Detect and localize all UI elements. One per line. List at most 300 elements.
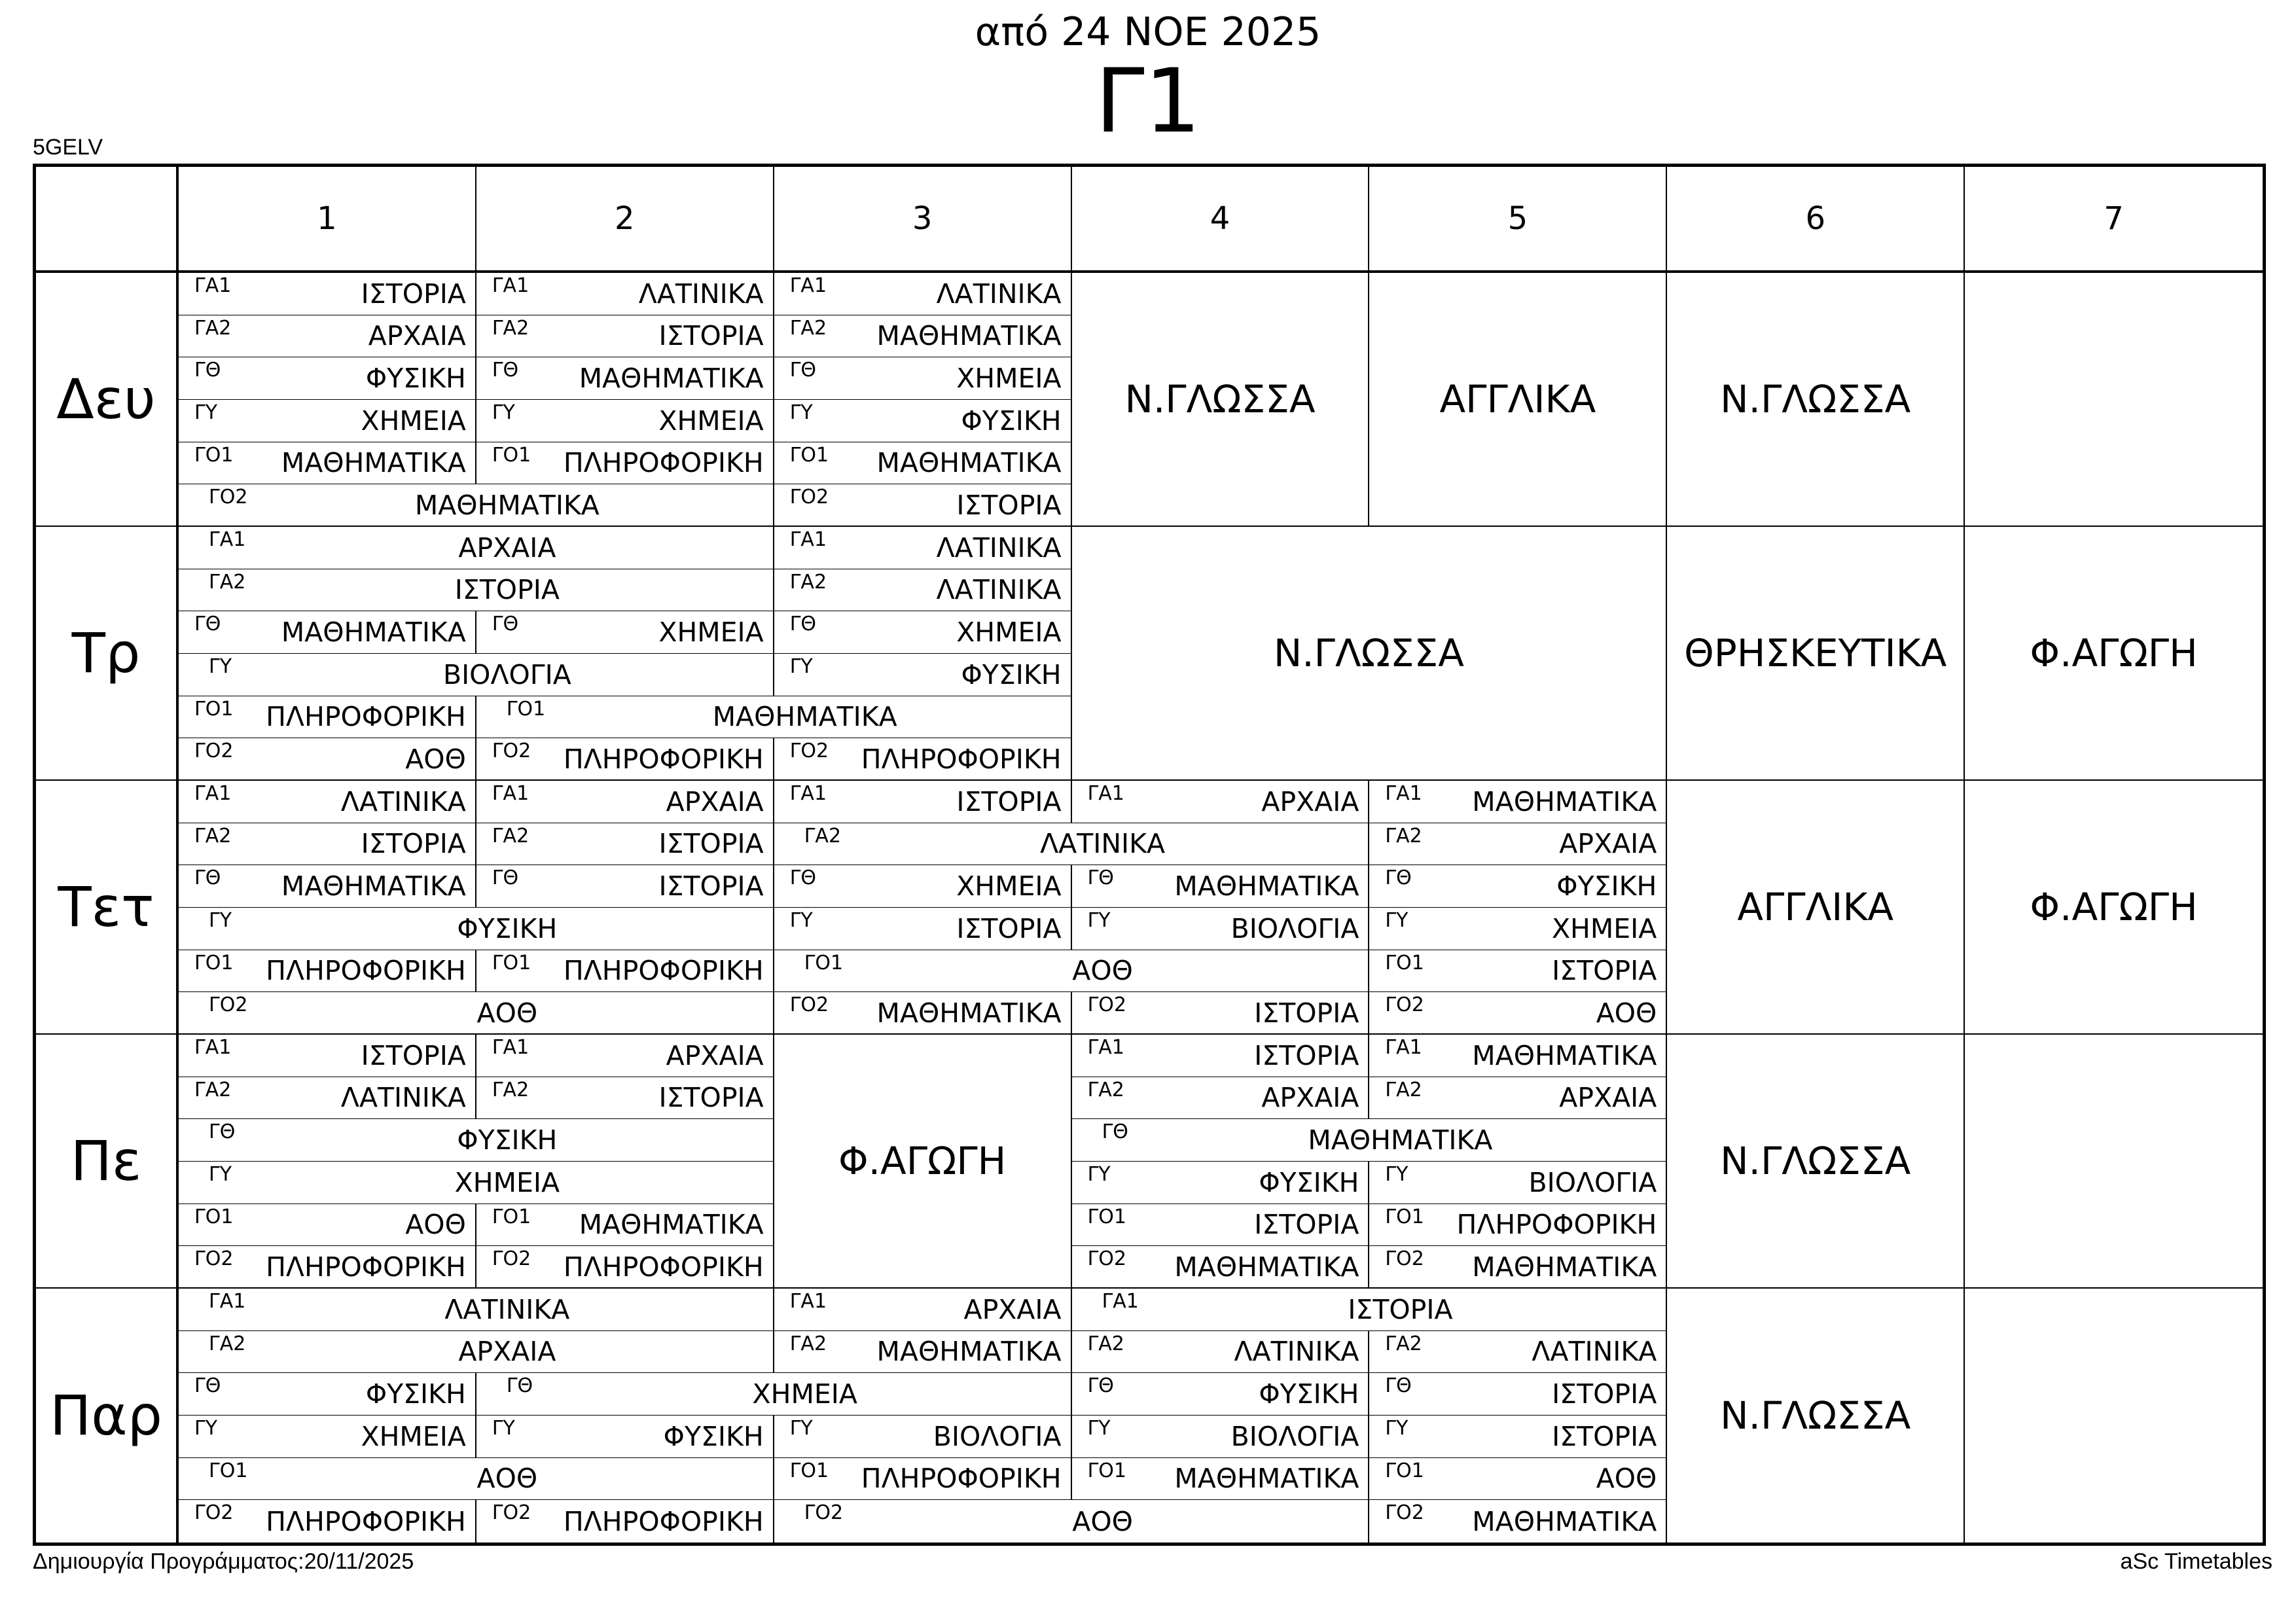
subject-label: ΑΟΘ (1072, 955, 1133, 987)
lesson-cell (476, 865, 774, 908)
group-label: ΓΥ (209, 908, 232, 932)
lesson-cell (774, 527, 1072, 569)
lesson-cell (179, 1500, 476, 1543)
group-label: ΓΟ2 (1385, 1501, 1424, 1525)
group-label: ΓΟ1 (194, 697, 234, 721)
day-label: Παρ (36, 1289, 179, 1543)
subject-label: ΛΑΤΙΝΙΚΑ (936, 277, 1062, 310)
lesson-cell (179, 1458, 774, 1501)
lesson-cell (1369, 1458, 1667, 1501)
lesson-cell (774, 357, 1072, 400)
group-label: ΓΑ1 (194, 274, 232, 297)
group-label: ΓΥ (1087, 1416, 1111, 1440)
group-label: ΓΥ (1087, 908, 1111, 932)
lesson-cell (1072, 1204, 1370, 1247)
subject-label: ΑΡΧΑΙΑ (1261, 785, 1359, 817)
subject-label: ΑΟΘ (1596, 997, 1657, 1029)
subject-label: ΛΑΤΙΝΙΚΑ (638, 277, 764, 310)
group-label: ΓΑ2 (804, 824, 842, 847)
timetable-grid (33, 164, 2266, 1546)
subject-label: ΛΑΤΙΝΙΚΑ (1532, 1336, 1657, 1368)
subject-label: ΧΗΜΕΙΑ (956, 616, 1062, 649)
lesson-cell (774, 823, 1370, 866)
subject-label: ΙΣΤΟΡΙΑ (1552, 1420, 1657, 1452)
lesson-cell (476, 1500, 774, 1543)
creation-date: Δημιουργία Προγράμματος:20/11/2025 (33, 1549, 414, 1574)
lesson-cell (774, 400, 1072, 442)
empty-slot (1965, 1289, 2263, 1543)
group-label: ΓΑ2 (209, 1332, 246, 1355)
group-label: ΓΘ (209, 1120, 236, 1144)
subject-label: ΦΥΣΙΚΗ (365, 363, 466, 395)
subject-label: ΦΥΣΙΚΗ (457, 1124, 558, 1156)
subject-label: ΒΙΟΛΟΓΙΑ (933, 1420, 1062, 1452)
group-label: ΓΥ (789, 908, 813, 932)
lesson-cell (774, 992, 1072, 1035)
lesson-cell (179, 484, 774, 527)
subject-label: ΠΛΗΡΟΦΟΡΙΚΗ (563, 1251, 764, 1283)
lesson-cell (476, 357, 774, 400)
subject-label: ΙΣΤΟΡΙΑ (658, 828, 764, 860)
lesson-cell (1369, 950, 1667, 993)
whole-class-lesson: Ν.ΓΛΩΣΣΑ (1667, 273, 1965, 527)
group-label: ΓΘ (194, 359, 221, 382)
whole-class-lesson: Ν.ΓΛΩΣΣΑ (1667, 1035, 1965, 1289)
lesson-cell (179, 1204, 476, 1247)
subject-label: ΜΑΘΗΜΑΤΙΚΑ (414, 489, 600, 521)
subject-label: ΜΑΘΗΜΑΤΙΚΑ (1472, 1039, 1657, 1071)
lesson-cell (476, 823, 774, 866)
subject-label: ΛΑΤΙΝΙΚΑ (936, 574, 1062, 606)
group-label: ΓΟ2 (492, 740, 531, 763)
subject-label: ΧΗΜΕΙΑ (956, 870, 1062, 902)
group-label: ΓΘ (194, 1374, 221, 1398)
subject-label: ΑΟΘ (476, 1463, 538, 1495)
group-label: ΓΥ (789, 654, 813, 678)
lesson-cell (774, 1331, 1072, 1374)
group-label: ΓΟ2 (209, 993, 248, 1017)
lesson-cell (1072, 992, 1370, 1035)
whole-class-lesson: Φ.ΑΓΩΓΗ (1965, 781, 2263, 1035)
subject-label: ΜΑΘΗΜΑΤΙΚΑ (579, 1209, 764, 1241)
subject-label: ΒΙΟΛΟΓΙΑ (1230, 1420, 1359, 1452)
lesson-cell (1369, 1204, 1667, 1247)
period-header: 2 (476, 167, 774, 273)
group-label: ΓΑ1 (789, 527, 827, 551)
subject-label: ΠΛΗΡΟΦΟΡΙΚΗ (563, 447, 764, 479)
group-label: ΓΑ1 (789, 274, 827, 297)
subject-label: ΜΑΘΗΜΑΤΙΚΑ (281, 447, 466, 479)
lesson-cell (1072, 1119, 1668, 1162)
subject-label: ΜΑΘΗΜΑΤΙΚΑ (1174, 1463, 1359, 1495)
period-header: 6 (1667, 167, 1965, 273)
lesson-cell (774, 442, 1072, 485)
subject-label: ΙΣΤΟΡΙΑ (1254, 1039, 1359, 1071)
group-label: ΓΥ (1087, 1162, 1111, 1186)
lesson-cell (476, 400, 774, 442)
subject-label: ΧΗΜΕΙΑ (1551, 912, 1657, 944)
subject-label: ΑΡΧΑΙΑ (1261, 1082, 1359, 1114)
lesson-cell (179, 1035, 476, 1077)
group-label: ΓΑ1 (1102, 1289, 1139, 1313)
subject-label: ΧΗΜΕΙΑ (658, 616, 764, 649)
lesson-cell (1369, 781, 1667, 823)
whole-class-lesson: ΑΓΓΛΙΚΑ (1667, 781, 1965, 1035)
lesson-cell (179, 569, 774, 612)
lesson-cell (1072, 1077, 1370, 1120)
group-label: ΓΟ2 (492, 1247, 531, 1271)
group-label: ΓΑ2 (789, 316, 827, 340)
whole-class-lesson: Ν.ΓΛΩΣΣΑ (1667, 1289, 1965, 1543)
subject-label: ΜΑΘΗΜΑΤΙΚΑ (876, 320, 1062, 352)
subject-label: ΙΣΤΟΡΙΑ (454, 574, 560, 606)
group-label: ΓΥ (789, 1416, 813, 1440)
lesson-cell (1369, 1077, 1667, 1120)
lesson-cell (774, 315, 1072, 358)
lesson-cell (179, 992, 774, 1035)
subject-label: ΠΛΗΡΟΦΟΡΙΚΗ (861, 743, 1062, 775)
subject-label: ΛΑΤΙΝΙΚΑ (936, 531, 1062, 563)
group-label: ΓΥ (492, 401, 515, 424)
subject-label: ΠΛΗΡΟΦΟΡΙΚΗ (1456, 1209, 1657, 1241)
group-label: ΓΟ2 (1385, 1247, 1424, 1271)
subject-label: ΠΛΗΡΟΦΟΡΙΚΗ (563, 1505, 764, 1537)
subject-label: ΧΗΜΕΙΑ (361, 1420, 466, 1452)
group-label: ΓΑ1 (492, 781, 529, 805)
subject-label: ΜΑΘΗΜΑΤΙΚΑ (281, 616, 466, 649)
lesson-cell (1369, 1035, 1667, 1077)
group-label: ΓΘ (1385, 866, 1412, 890)
group-label: ΓΑ2 (1385, 1078, 1422, 1101)
lesson-cell (179, 865, 476, 908)
lesson-cell (774, 1289, 1072, 1331)
group-label: ΓΘ (1102, 1120, 1128, 1144)
subject-label: ΙΣΤΟΡΙΑ (361, 1039, 466, 1071)
group-label: ΓΑ1 (1087, 1035, 1124, 1059)
lesson-cell (774, 611, 1072, 654)
lesson-cell (179, 654, 774, 696)
lesson-cell (476, 1416, 774, 1458)
group-label: ΓΑ2 (789, 570, 827, 594)
day-label: Πε (36, 1035, 179, 1289)
subject-label: ΦΥΣΙΚΗ (1259, 1378, 1359, 1410)
subject-label: ΑΡΧΑΙΑ (1559, 1082, 1657, 1114)
day-label: Τρ (36, 527, 179, 781)
subject-label: ΙΣΤΟΡΙΑ (658, 870, 764, 902)
subject-label: ΦΥΣΙΚΗ (365, 1378, 466, 1410)
group-label: ΓΑ1 (194, 1035, 232, 1059)
subject-label: ΦΥΣΙΚΗ (457, 912, 558, 944)
group-label: ΓΟ2 (789, 993, 829, 1017)
group-label: ΓΟ2 (804, 1501, 844, 1525)
empty-slot (1965, 273, 2263, 527)
whole-class-lesson: Φ.ΑΓΩΓΗ (1965, 527, 2263, 781)
group-label: ΓΑ2 (194, 1078, 232, 1101)
lesson-cell (179, 527, 774, 569)
group-label: ΓΟ1 (194, 951, 234, 974)
group-label: ΓΥ (1385, 1416, 1408, 1440)
group-label: ΓΥ (209, 654, 232, 678)
lesson-cell (1072, 865, 1370, 908)
lesson-cell (179, 442, 476, 485)
group-label: ΓΟ1 (492, 1205, 531, 1228)
group-label: ΓΘ (789, 866, 817, 890)
subject-label: ΜΑΘΗΜΑΤΙΚΑ (1308, 1124, 1493, 1156)
subject-label: ΜΑΘΗΜΑΤΙΚΑ (876, 1336, 1062, 1368)
lesson-cell (179, 611, 476, 654)
lesson-cell (179, 357, 476, 400)
lesson-cell (774, 865, 1072, 908)
school-code: 5GELV (33, 135, 103, 160)
subject-label: ΜΑΘΗΜΑΤΙΚΑ (1472, 785, 1657, 817)
corner-cell (36, 167, 179, 273)
lesson-cell (476, 1035, 774, 1077)
subject-label: ΛΑΤΙΝΙΚΑ (1234, 1336, 1359, 1368)
lesson-cell (179, 950, 476, 993)
subject-label: ΙΣΤΟΡΙΑ (658, 1082, 764, 1114)
whole-class-lesson: Ν.ΓΛΩΣΣΑ (1072, 527, 1668, 781)
group-label: ΓΟ1 (789, 1459, 829, 1482)
group-label: ΓΑ1 (209, 1289, 246, 1313)
subject-label: ΜΑΘΗΜΑΤΙΚΑ (1472, 1251, 1657, 1283)
group-label: ΓΑ1 (1385, 1035, 1422, 1059)
lesson-cell (1369, 865, 1667, 908)
subject-label: ΠΛΗΡΟΦΟΡΙΚΗ (563, 743, 764, 775)
subject-label: ΛΑΤΙΝΙΚΑ (340, 785, 466, 817)
subject-label: ΧΗΜΕΙΑ (454, 1166, 560, 1198)
subject-label: ΧΗΜΕΙΑ (658, 404, 764, 437)
group-label: ΓΑ2 (1087, 1078, 1124, 1101)
subject-label: ΠΛΗΡΟΦΟΡΙΚΗ (266, 701, 466, 733)
day-label: Τετ (36, 781, 179, 1035)
group-label: ΓΟ1 (1087, 1459, 1126, 1482)
subject-label: ΑΡΧΑΙΑ (458, 1336, 556, 1368)
group-label: ΓΟ1 (1385, 1459, 1424, 1482)
period-header: 3 (774, 167, 1072, 273)
subject-label: ΙΣΤΟΡΙΑ (658, 320, 764, 352)
subject-label: ΧΗΜΕΙΑ (956, 363, 1062, 395)
lesson-cell (179, 1289, 774, 1331)
group-label: ΓΥ (1385, 1162, 1408, 1186)
subject-label: ΦΥΣΙΚΗ (663, 1420, 764, 1452)
group-label: ΓΑ2 (1385, 824, 1422, 847)
lesson-cell (1369, 1416, 1667, 1458)
subject-label: ΑΡΧΑΙΑ (666, 785, 764, 817)
subject-label: ΙΣΤΟΡΙΑ (361, 277, 466, 310)
group-label: ΓΟ1 (506, 697, 546, 721)
subject-label: ΜΑΘΗΜΑΤΙΚΑ (876, 997, 1062, 1029)
group-label: ΓΥ (1385, 908, 1408, 932)
lesson-cell (774, 569, 1072, 612)
subject-label: ΙΣΤΟΡΙΑ (956, 912, 1062, 944)
lesson-cell (179, 273, 476, 315)
lesson-cell (1072, 1373, 1370, 1416)
subject-label: ΙΣΤΟΡΙΑ (1552, 1378, 1657, 1410)
group-label: ΓΑ1 (1385, 781, 1422, 805)
group-label: ΓΘ (789, 359, 817, 382)
period-header: 1 (179, 167, 476, 273)
lesson-cell (1369, 992, 1667, 1035)
lesson-cell (774, 1416, 1072, 1458)
group-label: ΓΟ2 (194, 740, 234, 763)
lesson-cell (774, 781, 1072, 823)
group-label: ΓΥ (789, 401, 813, 424)
lesson-cell (179, 1416, 476, 1458)
subject-label: ΜΑΘΗΜΑΤΙΚΑ (712, 701, 897, 733)
group-label: ΓΥ (209, 1162, 232, 1186)
subject-label: ΙΣΤΟΡΙΑ (1348, 1293, 1453, 1325)
group-label: ΓΑ1 (492, 1035, 529, 1059)
group-label: ΓΟ1 (1087, 1205, 1126, 1228)
group-label: ΓΟ1 (492, 443, 531, 467)
lesson-cell (1369, 823, 1667, 866)
subject-label: ΙΣΤΟΡΙΑ (361, 828, 466, 860)
subject-label: ΒΙΟΛΟΓΙΑ (1528, 1166, 1657, 1198)
subject-label: ΛΑΤΙΝΙΚΑ (340, 1082, 466, 1114)
group-label: ΓΥ (492, 1416, 515, 1440)
subject-label: ΑΡΧΑΙΑ (666, 1039, 764, 1071)
subject-label: ΙΣΤΟΡΙΑ (956, 489, 1062, 521)
group-label: ΓΥ (194, 401, 218, 424)
lesson-cell (774, 484, 1072, 527)
subject-label: ΦΥΣΙΚΗ (1556, 870, 1657, 902)
subject-label: ΧΗΜΕΙΑ (361, 404, 466, 437)
group-label: ΓΟ1 (804, 951, 844, 974)
lesson-cell (476, 1204, 774, 1247)
lesson-cell (476, 950, 774, 993)
subject-label: ΛΑΤΙΝΙΚΑ (1040, 828, 1166, 860)
lesson-cell (1369, 1373, 1667, 1416)
empty-slot (1965, 1035, 2263, 1289)
lesson-cell (774, 273, 1072, 315)
group-label: ΓΟ1 (789, 443, 829, 467)
subject-label: ΧΗΜΕΙΑ (752, 1378, 857, 1410)
subject-label: ΠΛΗΡΟΦΟΡΙΚΗ (266, 955, 466, 987)
lesson-cell (179, 1162, 774, 1204)
lesson-cell (179, 781, 476, 823)
class-title: Γ1 (1095, 50, 1201, 152)
lesson-cell (1072, 1331, 1370, 1374)
lesson-cell (1072, 908, 1370, 950)
lesson-cell (179, 1119, 774, 1162)
subject-label: ΑΡΧΑΙΑ (963, 1293, 1062, 1325)
group-label: ΓΟ2 (1087, 1247, 1126, 1271)
group-label: ΓΑ2 (209, 570, 246, 594)
group-label: ΓΘ (194, 866, 221, 890)
lesson-cell (476, 781, 774, 823)
subject-label: ΒΙΟΛΟΓΙΑ (1230, 912, 1359, 944)
lesson-cell (1369, 1246, 1667, 1289)
lesson-cell (476, 1246, 774, 1289)
group-label: ΓΑ1 (789, 781, 827, 805)
group-label: ΓΟ2 (1385, 993, 1424, 1017)
lesson-cell (476, 315, 774, 358)
whole-class-lesson: ΘΡΗΣΚΕΥΤΙΚΑ (1667, 527, 1965, 781)
lesson-cell (1072, 1289, 1668, 1331)
subject-label: ΑΡΧΑΙΑ (368, 320, 466, 352)
group-label: ΓΑ2 (1087, 1332, 1124, 1355)
lesson-cell (1072, 1035, 1370, 1077)
lesson-cell (1072, 1416, 1370, 1458)
group-label: ΓΟ2 (1087, 993, 1126, 1017)
subject-label: ΑΟΘ (476, 997, 538, 1029)
lesson-cell (1072, 1458, 1370, 1501)
lesson-cell (774, 738, 1072, 781)
period-header: 7 (1965, 167, 2263, 273)
subject-label: ΒΙΟΛΟΓΙΑ (442, 658, 571, 690)
group-label: ΓΟ2 (789, 486, 829, 509)
subject-label: ΑΡΧΑΙΑ (1559, 828, 1657, 860)
lesson-cell (179, 908, 774, 950)
subject-label: ΙΣΤΟΡΙΑ (956, 785, 1062, 817)
lesson-cell (179, 1373, 476, 1416)
whole-class-lesson: Φ.ΑΓΩΓΗ (774, 1035, 1072, 1289)
subject-label: ΑΟΘ (1596, 1463, 1657, 1495)
subject-label: ΑΟΘ (1072, 1505, 1133, 1537)
group-label: ΓΑ2 (789, 1332, 827, 1355)
subject-label: ΑΟΘ (405, 1209, 466, 1241)
lesson-cell (1072, 1162, 1370, 1204)
group-label: ΓΑ2 (492, 316, 529, 340)
lesson-cell (179, 1246, 476, 1289)
subject-label: ΜΑΘΗΜΑΤΙΚΑ (1472, 1505, 1657, 1537)
lesson-cell (179, 823, 476, 866)
group-label: ΓΘ (789, 613, 817, 636)
group-label: ΓΟ1 (209, 1459, 248, 1482)
subject-label: ΑΟΘ (405, 743, 466, 775)
subject-label: ΠΛΗΡΟΦΟΡΙΚΗ (266, 1505, 466, 1537)
period-header: 5 (1369, 167, 1667, 273)
lesson-cell (179, 1077, 476, 1120)
group-label: ΓΥ (194, 1416, 218, 1440)
group-label: ΓΑ2 (194, 824, 232, 847)
subject-label: ΠΛΗΡΟΦΟΡΙΚΗ (563, 955, 764, 987)
lesson-cell (774, 1458, 1072, 1501)
group-label: ΓΟ1 (194, 1205, 234, 1228)
group-label: ΓΑ2 (194, 316, 232, 340)
lesson-cell (774, 1500, 1370, 1543)
subject-label: ΜΑΘΗΜΑΤΙΚΑ (281, 870, 466, 902)
group-label: ΓΟ1 (492, 951, 531, 974)
software-credit: aSc Timetables (2120, 1549, 2272, 1574)
group-label: ΓΟ1 (194, 443, 234, 467)
group-label: ΓΑ2 (492, 1078, 529, 1101)
group-label: ΓΘ (1385, 1374, 1412, 1398)
group-label: ΓΘ (1087, 1374, 1114, 1398)
group-label: ΓΘ (506, 1374, 533, 1398)
lesson-cell (179, 315, 476, 358)
lesson-cell (1072, 781, 1370, 823)
subject-label: ΛΑΤΙΝΙΚΑ (444, 1293, 570, 1325)
group-label: ΓΑ2 (1385, 1332, 1422, 1355)
group-label: ΓΑ1 (209, 527, 246, 551)
subject-label: ΙΣΤΟΡΙΑ (1254, 1209, 1359, 1241)
subject-label: ΠΛΗΡΟΦΟΡΙΚΗ (266, 1251, 466, 1283)
group-label: ΓΟ2 (194, 1501, 234, 1525)
subject-label: ΦΥΣΙΚΗ (961, 404, 1062, 437)
lesson-cell (774, 908, 1072, 950)
subject-label: ΙΣΤΟΡΙΑ (1254, 997, 1359, 1029)
subject-label: ΦΥΣΙΚΗ (1259, 1166, 1359, 1198)
group-label: ΓΑ1 (1087, 781, 1124, 805)
group-label: ΓΘ (492, 613, 519, 636)
group-label: ΓΟ2 (209, 486, 248, 509)
lesson-cell (476, 1077, 774, 1120)
group-label: ΓΑ1 (492, 274, 529, 297)
subject-label: ΜΑΘΗΜΑΤΙΚΑ (876, 447, 1062, 479)
lesson-cell (476, 442, 774, 485)
subject-label: ΜΑΘΗΜΑΤΙΚΑ (579, 363, 764, 395)
